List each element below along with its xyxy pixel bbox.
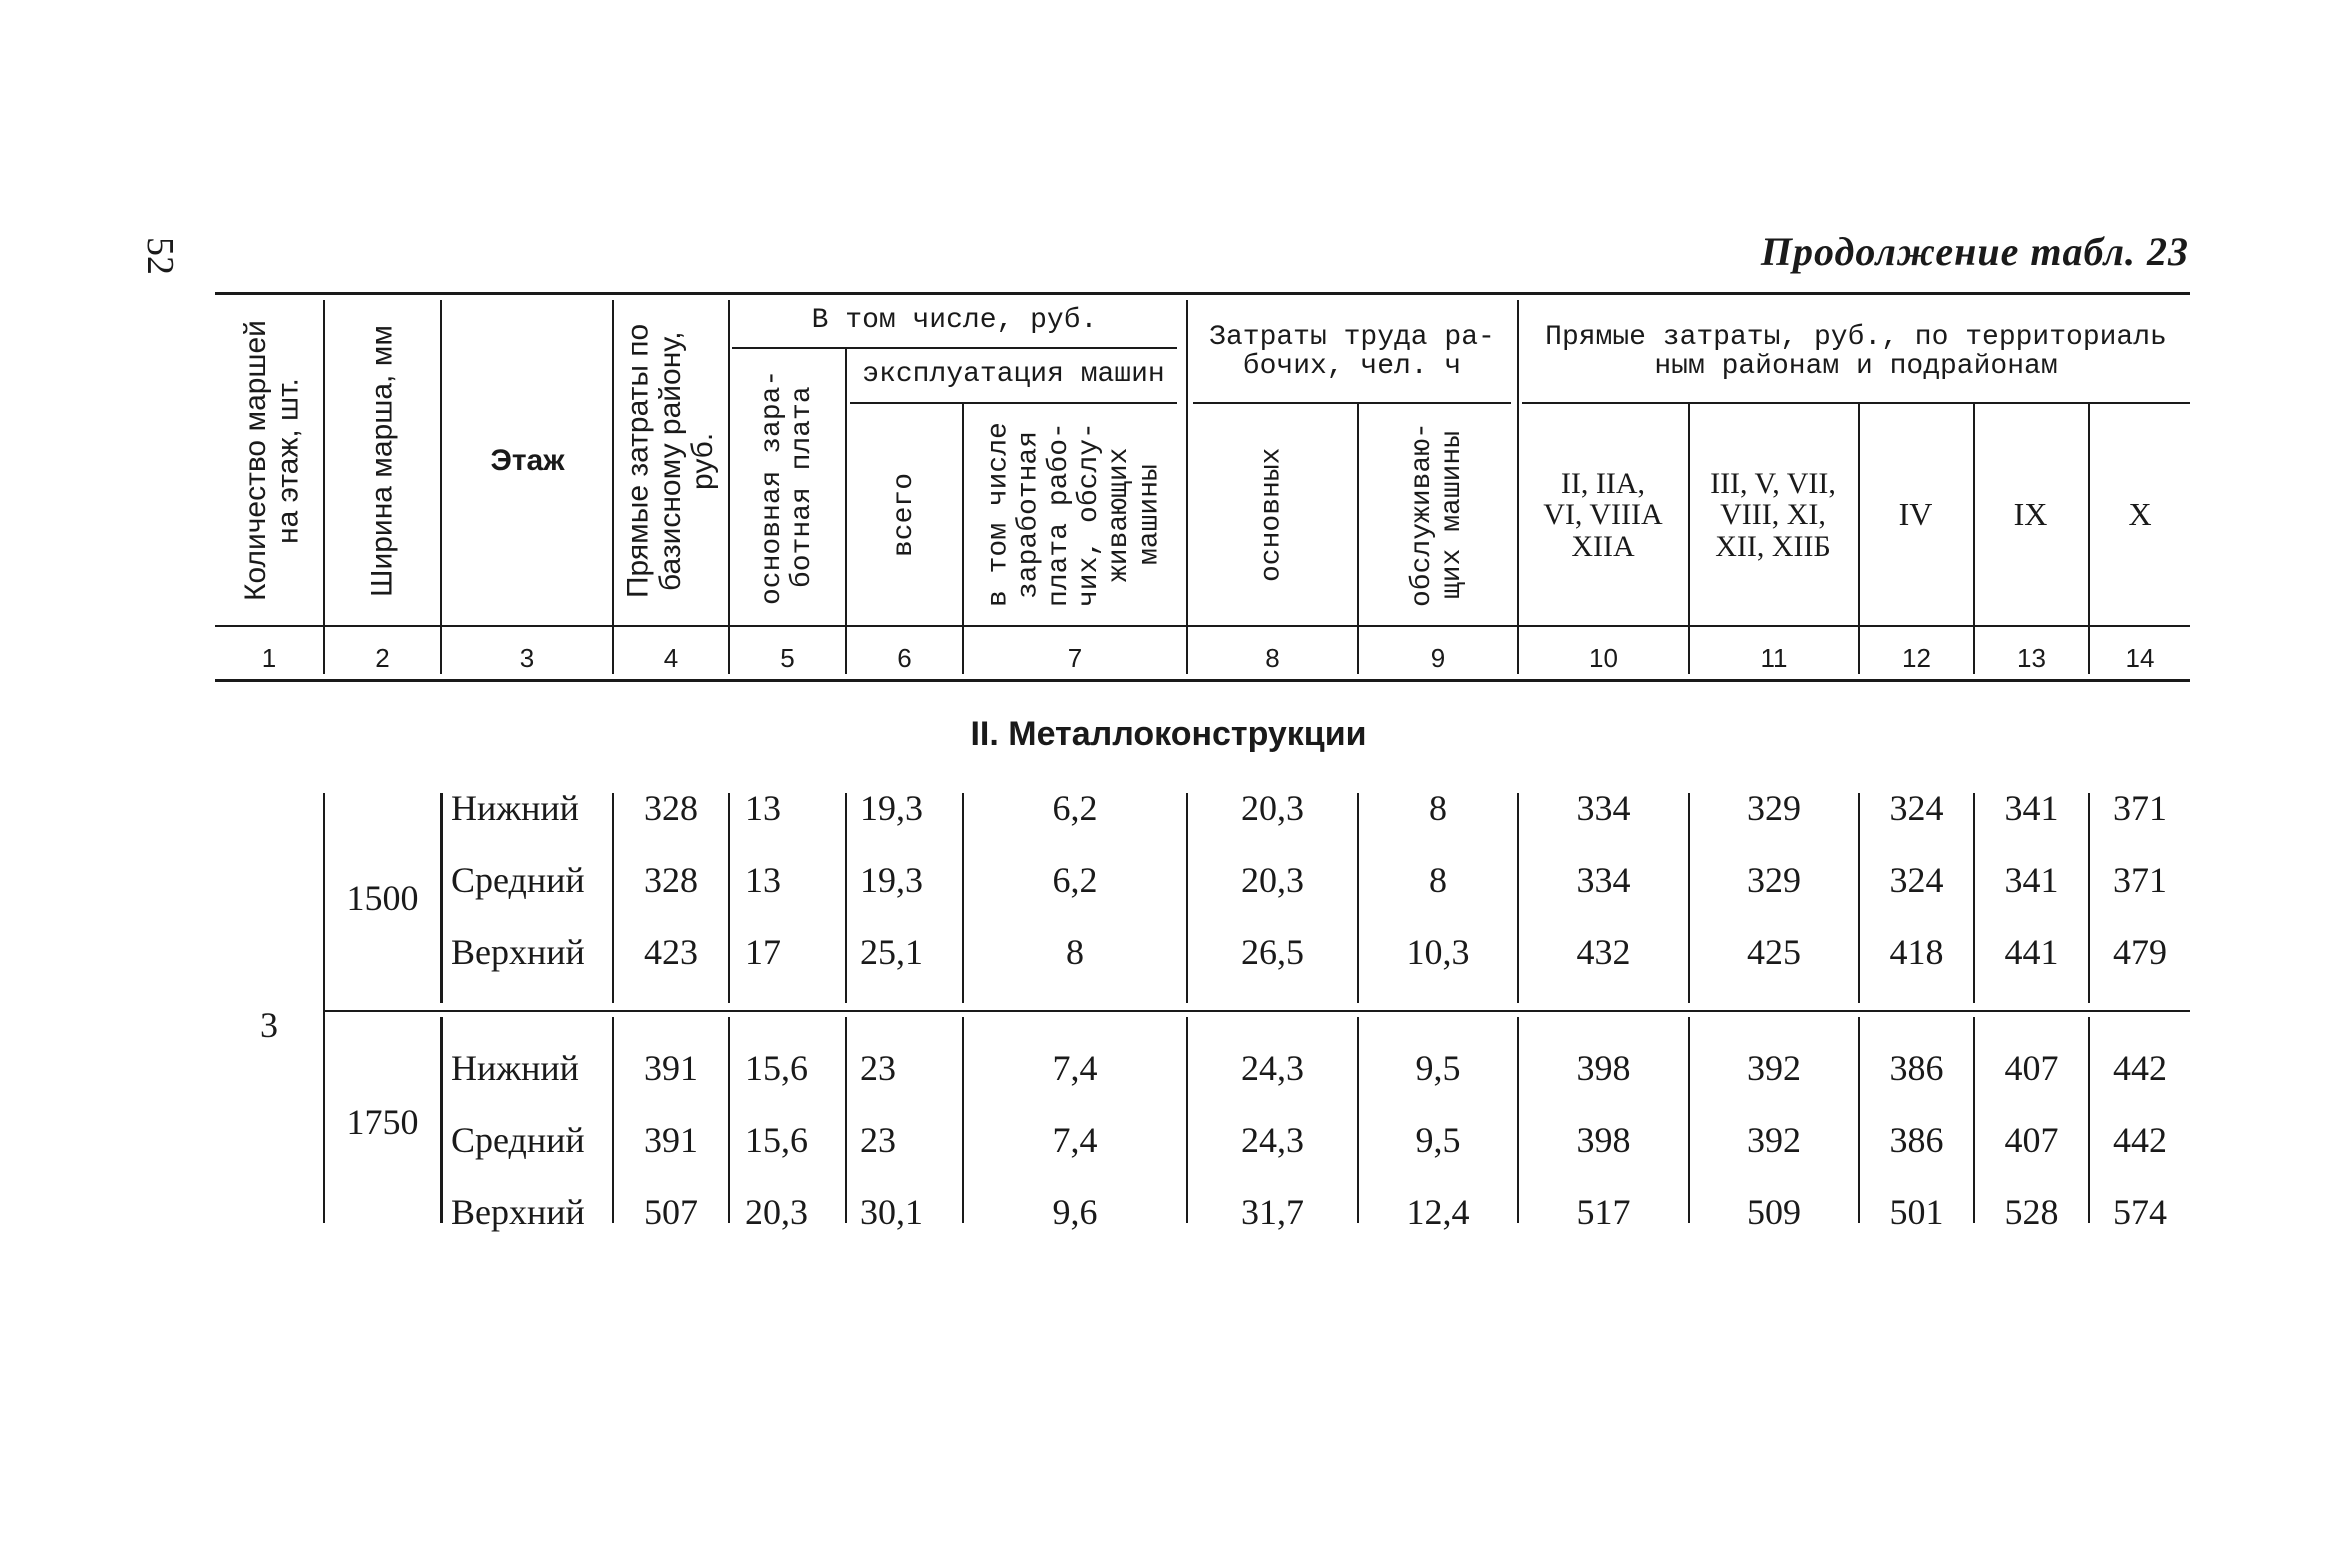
value-cell: 391 bbox=[644, 1048, 698, 1088]
vline-h3 bbox=[612, 300, 614, 674]
column-number: 9 bbox=[1430, 642, 1446, 673]
value-cell: 334 bbox=[1576, 788, 1631, 828]
value-cell: 442 bbox=[2113, 1120, 2167, 1160]
header-machine-operation: эксплуатация машин bbox=[862, 359, 1165, 391]
value-cell: 329 bbox=[1747, 788, 1801, 828]
vline-h1 bbox=[323, 300, 325, 674]
column-number: 7 bbox=[1067, 642, 1083, 673]
group-separator bbox=[325, 1010, 2190, 1012]
value-cell: 509 bbox=[1747, 1192, 1801, 1232]
value-cell: 442 bbox=[2113, 1048, 2167, 1088]
value-cell: 9,5 bbox=[1415, 1048, 1461, 1088]
value-cell: 12,4 bbox=[1406, 1192, 1470, 1232]
value-cell: 334 bbox=[1576, 860, 1631, 900]
value-cell: 19,3 bbox=[860, 788, 923, 828]
value-cell: 30,1 bbox=[860, 1192, 923, 1232]
value-cell: 432 bbox=[1576, 932, 1631, 972]
table-caption: Продолжение табл. 23 bbox=[1760, 229, 2189, 274]
floor-label: Нижний bbox=[451, 788, 579, 828]
header-labor-main: основных bbox=[1256, 447, 1288, 583]
value-cell: 441 bbox=[2004, 932, 2059, 972]
header-marches-count: Количество маршей на этаж, шт. bbox=[239, 320, 305, 602]
value-cell: 407 bbox=[2004, 1048, 2059, 1088]
value-cell: 341 bbox=[2004, 860, 2059, 900]
value-cell: 31,7 bbox=[1241, 1192, 1304, 1232]
vline-h8 bbox=[1357, 403, 1359, 674]
column-number: 3 bbox=[519, 642, 535, 673]
value-cell: 13 bbox=[745, 860, 781, 900]
march-width: 1500 bbox=[346, 878, 419, 918]
value-cell: 8 bbox=[1429, 788, 1447, 828]
header-machines-wage: в том числе заработная плата рабо- чих, обслу- живающих машины bbox=[983, 422, 1166, 608]
value-cell: 371 bbox=[2113, 788, 2167, 828]
column-number: 14 bbox=[2125, 642, 2155, 673]
value-cell: 371 bbox=[2113, 860, 2167, 900]
header-regional-costs: Прямые затраты, руб., по территориаль ным районам и подрайонам bbox=[1545, 321, 2167, 382]
column-number: 2 bbox=[375, 642, 390, 673]
value-cell: 20,3 bbox=[745, 1192, 808, 1232]
value-cell: 9,5 bbox=[1415, 1120, 1461, 1160]
rule-machines bbox=[850, 402, 1177, 404]
value-cell: 329 bbox=[1747, 860, 1801, 900]
vline-h5 bbox=[845, 348, 847, 674]
value-cell: 24,3 bbox=[1241, 1048, 1304, 1088]
table-top-rule bbox=[215, 292, 2190, 295]
value-cell: 25,1 bbox=[860, 932, 923, 972]
value-cell: 20,3 bbox=[1241, 860, 1304, 900]
floor-label: Нижний bbox=[451, 1048, 579, 1088]
value-cell: 9,6 bbox=[1052, 1192, 1098, 1232]
floor-label: Средний bbox=[451, 860, 585, 900]
vline-h6 bbox=[962, 403, 964, 674]
value-cell: 391 bbox=[644, 1120, 698, 1160]
header-march-width: Ширина марша, мм bbox=[365, 325, 399, 597]
value-cell: 15,6 bbox=[745, 1048, 808, 1088]
value-cell: 398 bbox=[1576, 1048, 1631, 1088]
floor-label: Средний bbox=[451, 1120, 585, 1160]
value-cell: 517 bbox=[1576, 1192, 1631, 1232]
value-cell: 398 bbox=[1576, 1120, 1631, 1160]
body-vline bbox=[728, 1017, 730, 1223]
value-cell: 24,3 bbox=[1241, 1120, 1304, 1160]
floor-label: Верхний bbox=[451, 1192, 585, 1232]
marches-count: 3 bbox=[260, 1005, 278, 1045]
rule-labor bbox=[1193, 402, 1511, 404]
value-cell: 574 bbox=[2113, 1192, 2167, 1232]
body-vline-floor bbox=[440, 1017, 443, 1223]
value-cell: 386 bbox=[1889, 1120, 1944, 1160]
value-cell: 425 bbox=[1747, 932, 1801, 972]
value-cell: 392 bbox=[1747, 1120, 1801, 1160]
value-cell: 528 bbox=[2004, 1192, 2059, 1232]
column-number: 11 bbox=[1760, 642, 1788, 673]
body-vline bbox=[728, 793, 730, 1003]
header-base-wage: основная зара- ботная плата bbox=[756, 369, 818, 605]
header-region-13: IX bbox=[2013, 496, 2048, 533]
value-cell: 20,3 bbox=[1241, 788, 1304, 828]
value-cell: 10,3 bbox=[1406, 932, 1470, 972]
value-cell: 386 bbox=[1889, 1048, 1944, 1088]
body-vline bbox=[845, 793, 847, 1003]
header-region-14: X bbox=[2128, 496, 2152, 533]
header-direct-costs-base: Прямые затраты по базисному району, руб. bbox=[621, 323, 720, 599]
header-including: В том числе, руб. bbox=[811, 305, 1098, 337]
body-vline bbox=[845, 1017, 847, 1223]
value-cell: 328 bbox=[644, 860, 698, 900]
march-width: 1750 bbox=[346, 1102, 419, 1142]
value-cell: 26,5 bbox=[1241, 932, 1304, 972]
vline-h4 bbox=[728, 300, 730, 674]
value-cell: 501 bbox=[1889, 1192, 1944, 1232]
value-cell: 15,6 bbox=[745, 1120, 808, 1160]
column-number: 10 bbox=[1589, 642, 1618, 673]
value-cell: 324 bbox=[1889, 788, 1944, 828]
column-number: 5 bbox=[780, 642, 795, 673]
vline-h7 bbox=[1186, 300, 1188, 674]
value-cell: 407 bbox=[2004, 1120, 2059, 1160]
vline-h2 bbox=[440, 300, 442, 674]
column-number: 12 bbox=[1902, 642, 1931, 673]
header-floor: Этаж bbox=[490, 444, 565, 478]
value-cell: 423 bbox=[644, 932, 698, 972]
floor-label: Верхний bbox=[451, 932, 585, 972]
header-labor-machine-service: обслуживаю- щих машины bbox=[1406, 422, 1468, 608]
section-title: II. Металлоконструкции bbox=[970, 715, 1367, 753]
value-cell: 341 bbox=[2004, 788, 2059, 828]
header-labor-costs: Затраты труда ра- бочих, чел. ч bbox=[1209, 321, 1495, 382]
value-cell: 17 bbox=[745, 932, 781, 972]
value-cell: 19,3 bbox=[860, 860, 923, 900]
header-region-11: III, V, VII, VIII, XI, XII, XIIБ bbox=[1710, 466, 1836, 563]
column-number: 6 bbox=[897, 642, 912, 673]
body-vline-marches bbox=[323, 793, 325, 1223]
value-cell: 13 bbox=[745, 788, 781, 828]
column-number: 1 bbox=[261, 642, 277, 673]
body-vline-floor bbox=[440, 793, 443, 1003]
header-region-10: II, IIA, VI, VIIIA XIIA bbox=[1543, 466, 1663, 563]
value-cell: 324 bbox=[1889, 860, 1944, 900]
value-cell: 6,2 bbox=[1052, 860, 1098, 900]
value-cell: 8 bbox=[1429, 860, 1447, 900]
value-cell: 392 bbox=[1747, 1048, 1801, 1088]
value-cell: 23 bbox=[860, 1120, 896, 1160]
column-number: 13 bbox=[2017, 642, 2046, 673]
value-cell: 23 bbox=[860, 1048, 896, 1088]
value-cell: 7,4 bbox=[1052, 1048, 1098, 1088]
page-number: 52 bbox=[139, 237, 181, 275]
value-cell: 7,4 bbox=[1052, 1120, 1098, 1160]
value-cell: 328 bbox=[644, 788, 698, 828]
value-cell: 479 bbox=[2113, 932, 2167, 972]
value-cell: 507 bbox=[644, 1192, 698, 1232]
column-number: 8 bbox=[1265, 642, 1280, 673]
rule-header-bottom bbox=[215, 625, 2190, 627]
rule-colnums-bottom bbox=[215, 679, 2190, 682]
value-cell: 8 bbox=[1066, 932, 1084, 972]
header-machines-total: всего bbox=[888, 473, 920, 558]
value-cell: 418 bbox=[1889, 932, 1944, 972]
rule-including bbox=[732, 347, 1177, 349]
value-cell: 6,2 bbox=[1052, 788, 1098, 828]
vline-h9 bbox=[1517, 300, 1519, 674]
column-number: 4 bbox=[663, 642, 679, 673]
header-region-12: IV bbox=[1898, 496, 1933, 533]
